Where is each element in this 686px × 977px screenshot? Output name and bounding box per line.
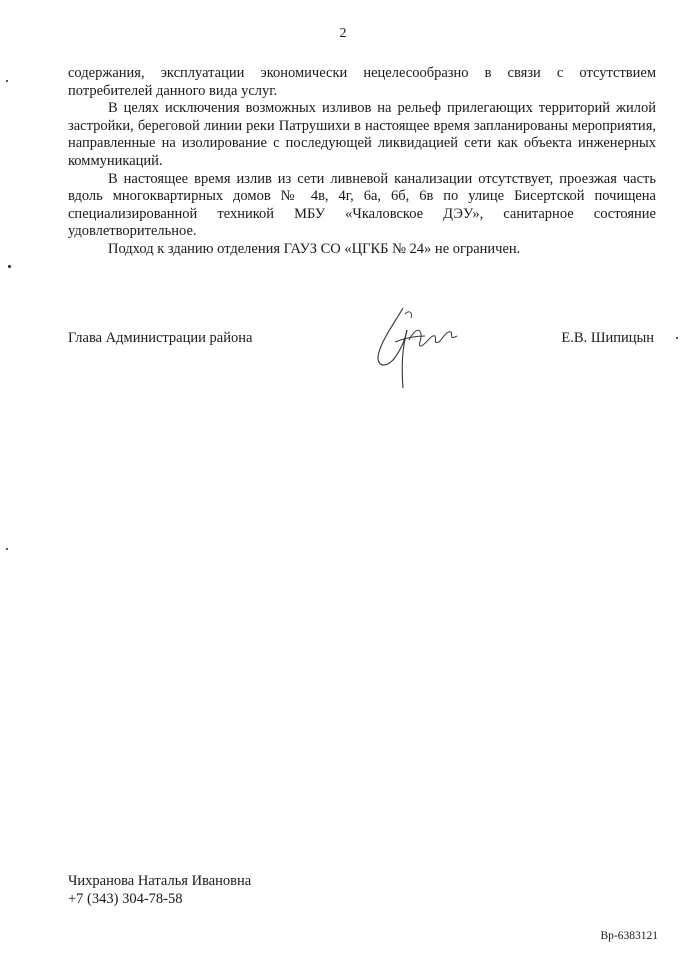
paragraph: содержания, эксплуатации экономически нецелесообразно в связи с отсутствием потребителей данного вида услуг. [68, 65, 656, 99]
paragraph: В целях исключения возможных изливов на рельеф прилегающих территорий жилой застройки, береговой линии реки Патрушихи в настоящее время запланированы мероприятия, направленные на изолирование с последующей ликвидацией сети как объекта инженерных коммуникаций. [68, 100, 656, 169]
handwritten-signature [365, 300, 465, 395]
paragraph: Подход к зданию отделения ГАУЗ СО «ЦГКБ № 24» не ограничен. [108, 240, 521, 257]
scan-speck [6, 548, 8, 550]
signatory-title: Глава Администрации района [68, 330, 253, 346]
contact-phone: +7 (343) 304-78-58 [68, 891, 183, 907]
signature-row [68, 330, 656, 350]
scan-speck [676, 337, 678, 339]
contact-name: Чихранова Наталья Ивановна [68, 873, 252, 889]
contact-block [68, 872, 251, 908]
scan-speck [8, 265, 11, 268]
paragraph: В настоящее время излив из сети ливневой канализации отсутствует, проезжая часть вдоль многоквартирных домов № 4в, 4г, 6а, 6б, 6в по улице Бисертской почищена специализированной техникой МБУ «Чкаловское ДЭУ», санитарное состояние удовлетворительное. [68, 170, 656, 240]
signatory-name: Е.В. Шипицын [561, 330, 654, 346]
letter-body [68, 65, 656, 259]
scan-speck [6, 80, 8, 82]
page-number: 2 [339, 26, 347, 41]
reference-number: Вр-6383121 [600, 930, 658, 942]
